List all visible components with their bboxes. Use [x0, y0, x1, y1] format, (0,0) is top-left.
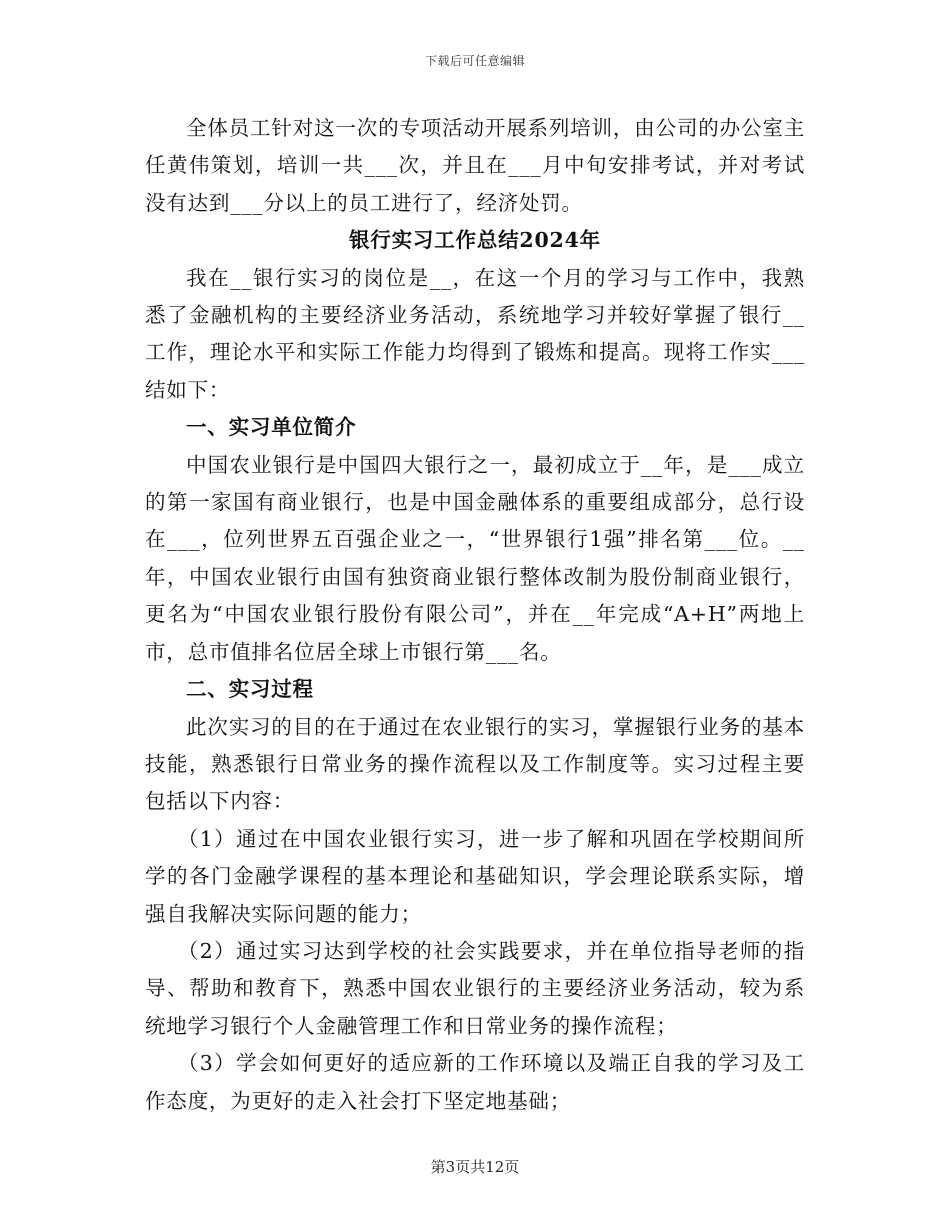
- opening-paragraph: 我在__银行实习的岗位是__，在这一个月的学习与工作中，我熟悉了金融机构的主要经济业务活动，系统地学习并较好掌握了银行__工作，理论水平和实际工作能力均得到了锻炼和提高。现将工作实___结如下：: [145, 265, 805, 402]
- document-title: 银行实习工作总结2024年: [349, 228, 601, 253]
- section-heading-1: 一、实习单位简介: [186, 415, 357, 440]
- page-number: 第3页共12页: [430, 1158, 520, 1176]
- section2-paragraph: 此次实习的目的在于通过在农业银行的实习，掌握银行业务的基本技能，熟悉银行日常业务的操作流程以及工作制度等。实习过程主要包括以下内容：: [145, 714, 805, 814]
- document-body: [145, 110, 805, 1120]
- list-item: （2）通过实习达到学校的社会实践要求，并在单位指导老师的指导、帮助和教育下，熟悉中国农业银行的主要经济业务活动，较为系统地学习银行个人金融管理工作和日常业务的操作流程；: [145, 938, 805, 1038]
- list-item: （1）通过在中国农业银行实习，进一步了解和巩固在学校期间所学的各门金融学课程的基本理论和基础知识，学会理论联系实际，增强自我解决实际问题的能力；: [145, 826, 805, 926]
- list-item: （3）学会如何更好的适应新的工作环境以及端正自我的学习及工作态度，为更好的走入社会打下坚定地基础；: [145, 1051, 805, 1113]
- intro-paragraph: 全体员工针对这一次的专项活动开展系列培训，由公司的办公室主任黄伟策划，培训一共___次，并且在___月中旬安排考试，并对考试没有达到___分以上的员工进行了，经济处罚。: [145, 116, 805, 215]
- page-header: 下载后可任意编辑: [424, 54, 525, 68]
- section-heading-2: 二、实习过程: [186, 677, 314, 702]
- section1-paragraph: 中国农业银行是中国四大银行之一，最初成立于__年，是___成立的第一家国有商业银行，也是中国金融体系的重要组成部分，总行设在___，位列世界五百强企业之一，“世界银行1强”排名第___位。__年，中国农业银行由国有独资商业银行整体改制为股份制商业银行，更名为“中国农业银行股份有限公司”，并在__年完成“A+H”两地上市，总市值排名位居全球上市银行第___名。: [145, 452, 805, 664]
